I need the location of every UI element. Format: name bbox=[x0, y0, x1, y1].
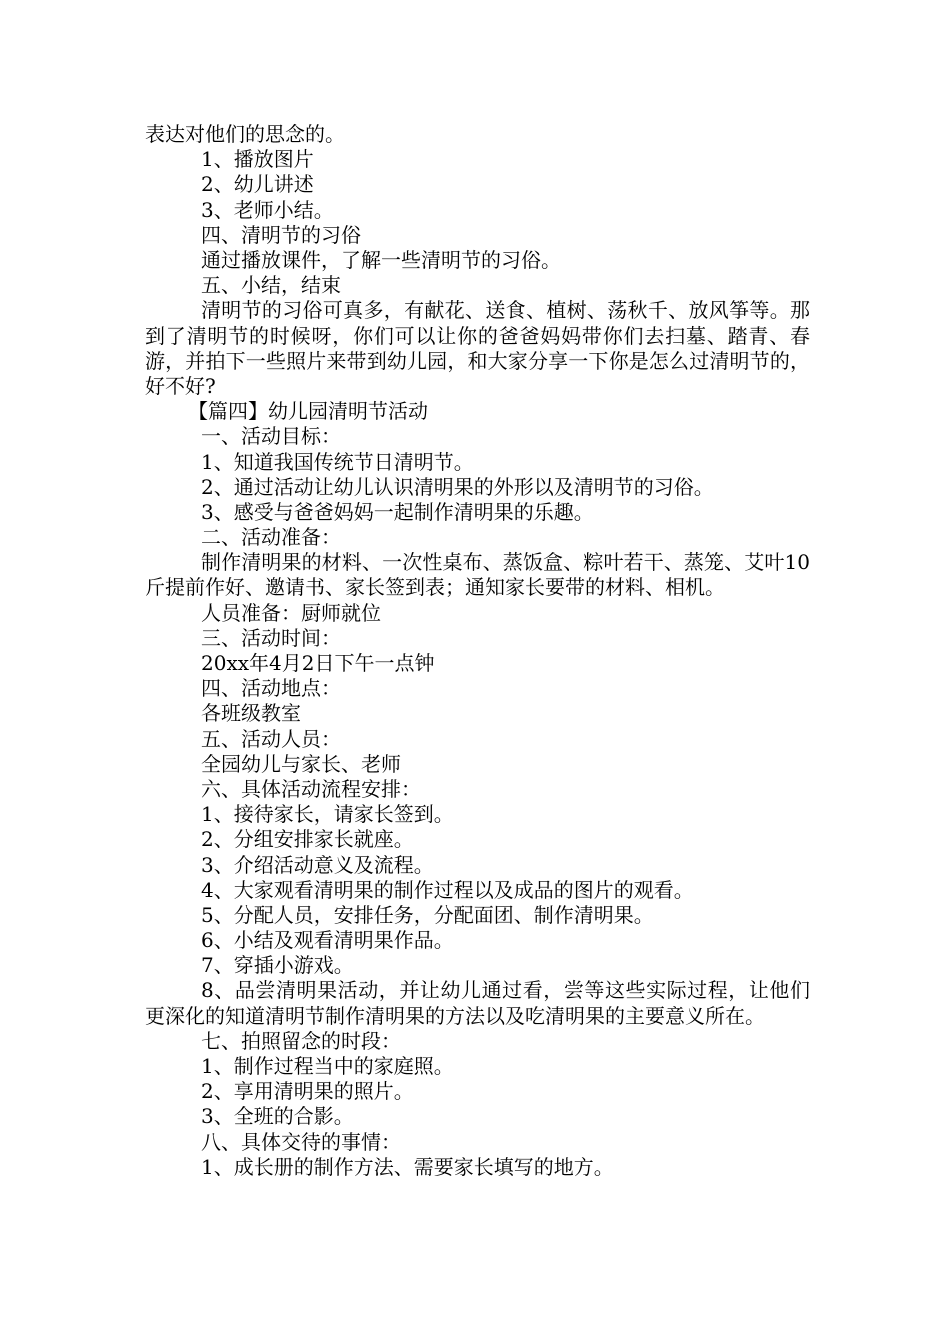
list-item: 1、成长册的制作方法、需要家长填写的地方。 bbox=[201, 1154, 614, 1179]
list-item: 2、享用清明果的照片。 bbox=[201, 1079, 414, 1104]
text-line: 20xx年4月2日下午一点钟 bbox=[201, 651, 435, 676]
list-item: 1、接待家长，请家长签到。 bbox=[201, 802, 454, 827]
section-heading: 五、小结，结束 bbox=[201, 273, 341, 298]
paragraph-tasting: 8、品尝清明果活动，并让幼儿通过看，尝等这些实际过程，让他们更深化的知道清明节制作清明果的方法以及吃清明果的主要意义所在。 bbox=[145, 978, 810, 1028]
list-item: 7、穿插小游戏。 bbox=[201, 953, 354, 978]
section-heading: 五、活动人员： bbox=[201, 726, 341, 751]
list-item: 3、老师小结。 bbox=[201, 197, 334, 222]
section-heading: 三、活动时间： bbox=[201, 625, 341, 650]
list-item: 3、全班的合影。 bbox=[201, 1104, 354, 1129]
section-title: 【篇四】幼儿园清明节活动 bbox=[188, 399, 428, 424]
section-heading: 四、活动地点： bbox=[201, 676, 341, 701]
list-item: 1、知道我国传统节日清明节。 bbox=[201, 449, 474, 474]
list-item: 3、介绍活动意义及流程。 bbox=[201, 852, 434, 877]
section-heading: 六、具体活动流程安排： bbox=[201, 776, 421, 801]
document-body bbox=[145, 122, 810, 1180]
section-heading: 一、活动目标： bbox=[201, 424, 341, 449]
text-line: 全园幼儿与家长、老师 bbox=[201, 751, 401, 776]
section-heading: 七、拍照留念的时段： bbox=[201, 1028, 401, 1053]
list-item: 2、幼儿讲述 bbox=[201, 172, 314, 197]
list-item: 1、播放图片 bbox=[201, 147, 314, 172]
paragraph-materials: 制作清明果的材料、一次性桌布、蒸饭盒、粽叶若干、蒸笼、艾叶10斤提前作好、邀请书、家长签到表；通知家长要带的材料、相机。 bbox=[145, 550, 810, 600]
text-line: 人员准备：厨师就位 bbox=[201, 600, 381, 625]
paragraph-customs: 清明节的习俗可真多，有献花、送食、植树、荡秋千、放风筝等。那到了清明节的时候呀，你们可以让你的爸爸妈妈带你们去扫墓、踏青、春游，并拍下一些照片来带到幼儿园，和大家分享一下你是怎么过清明节的，好不好? bbox=[145, 298, 810, 398]
text-line: 通过播放课件，了解一些清明节的习俗。 bbox=[201, 247, 561, 272]
list-item: 6、小结及观看清明果作品。 bbox=[201, 928, 454, 953]
list-item: 1、制作过程当中的家庭照。 bbox=[201, 1054, 454, 1079]
text-line: 各班级教室 bbox=[201, 701, 301, 726]
section-heading: 四、清明节的习俗 bbox=[201, 222, 361, 247]
list-item: 2、分组安排家长就座。 bbox=[201, 827, 414, 852]
list-item: 4、大家观看清明果的制作过程以及成品的图片的观看。 bbox=[201, 877, 694, 902]
section-heading: 八、具体交待的事情： bbox=[201, 1129, 401, 1154]
section-heading: 二、活动准备： bbox=[201, 525, 341, 550]
list-item: 3、感受与爸爸妈妈一起制作清明果的乐趣。 bbox=[201, 499, 594, 524]
list-item: 5、分配人员，安排任务，分配面团、制作清明果。 bbox=[201, 902, 654, 927]
text-line: 表达对他们的思念的。 bbox=[145, 122, 345, 146]
list-item: 2、通过活动让幼儿认识清明果的外形以及清明节的习俗。 bbox=[201, 474, 714, 499]
